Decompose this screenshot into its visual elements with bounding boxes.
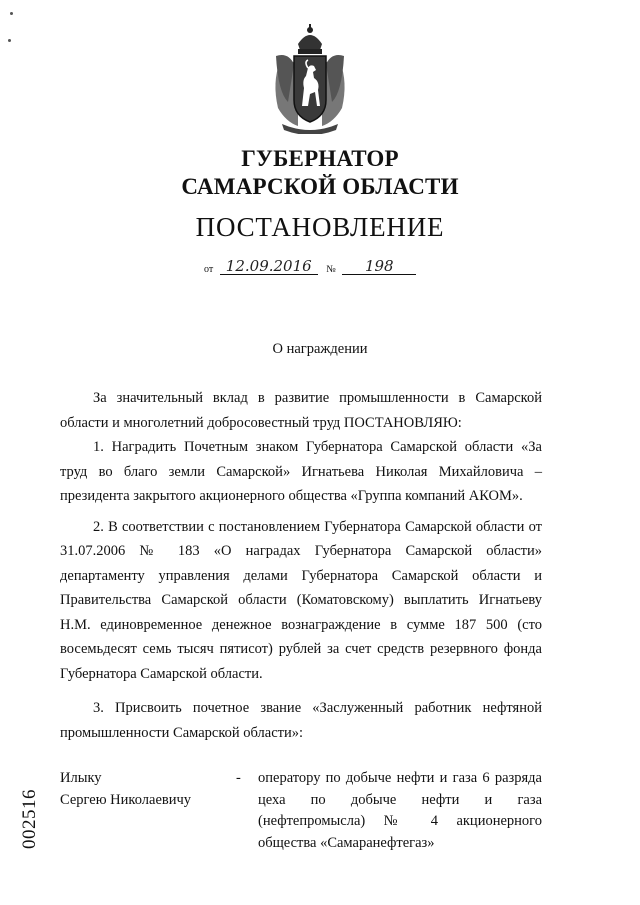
document-body bbox=[60, 386, 542, 745]
governor-title: ГУБЕРНАТОР bbox=[241, 146, 399, 171]
recipient-given-names: Сергею Николаевичу bbox=[60, 791, 192, 808]
scan-dot bbox=[8, 39, 11, 42]
item-1-paragraph: 1. Наградить Почетным знаком Губернатора Самарской области «За труд во благо земли Самарской» Игнатьева Николая Михайловича – президента закрытого акционерного общества «Группа компаний АКОМ». bbox=[60, 439, 542, 504]
recipient-description: оператору по добыче нефти и газа 6 разряда цеха по добыче нефти и газа (нефтепромысла) № 4 акционерного общества «Самаранефтегаз» bbox=[258, 770, 542, 851]
scan-dot bbox=[10, 12, 13, 15]
recipient-surname: Илыку bbox=[60, 770, 102, 786]
document-subject: О награждении bbox=[272, 341, 368, 357]
number-label: № bbox=[326, 264, 336, 275]
date-number-line bbox=[204, 258, 416, 275]
samara-coat-of-arms-icon bbox=[268, 22, 352, 134]
handwritten-number: 198 bbox=[342, 258, 416, 275]
handwritten-date: 12.09.2016 bbox=[220, 258, 318, 275]
date-label: от bbox=[204, 264, 214, 275]
document-type: ПОСТАНОВЛЕНИЕ bbox=[195, 212, 445, 242]
intro-paragraph: За значительный вклад в развитие промышленности в Самарской области и многолетний добросовестный труд ПОСТАНОВЛЯЮ: bbox=[60, 390, 542, 431]
region-title: САМАРСКОЙ ОБЛАСТИ bbox=[181, 174, 459, 199]
recipient-name bbox=[60, 768, 230, 811]
side-serial-number: 002516 bbox=[19, 789, 40, 849]
recipient-dash: - bbox=[236, 770, 241, 786]
item-2-paragraph: 2. В соответствии с постановлением Губернатора Самарской области от 31.07.2006 № 183 «О наградах Губернатора Самарской области» департаменту управления делами Губернатора Самарской области и Правительства Самарской области (Коматовскому) выплатить Игнатьеву Н.М. единовременное денежное вознаграждение в сумме 187 500 (сто восемьдесят семь тысяч пятисот) рублей за счет средств резервного фонда Губернатора Самарской области. bbox=[60, 518, 542, 682]
item-3-paragraph: 3. Присвоить почетное звание «Заслуженный работник нефтяной промышленности Самарской области»: bbox=[60, 700, 542, 741]
